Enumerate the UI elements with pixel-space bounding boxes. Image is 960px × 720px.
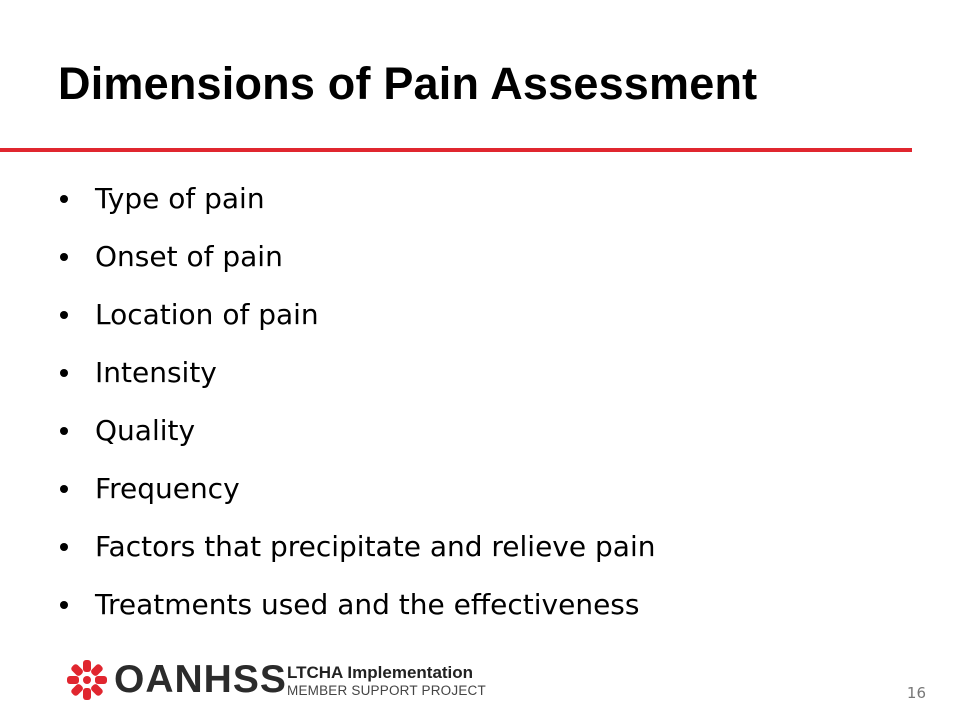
bullet-icon <box>60 543 68 551</box>
project-title: LTCHA Implementation <box>287 663 474 682</box>
bullet-icon <box>60 369 68 377</box>
org-name: OANHSS <box>114 658 287 701</box>
bullet-text: Onset of pain <box>95 240 283 273</box>
bullet-text: Factors that precipitate and relieve pain <box>95 530 656 563</box>
bullet-text: Frequency <box>95 472 240 505</box>
bullet-text: Treatments used and the effectiveness <box>95 588 640 621</box>
bullet-icon <box>60 601 68 609</box>
bullet-icon <box>60 485 68 493</box>
project-subtitle: MEMBER SUPPORT PROJECT <box>287 683 486 698</box>
bullet-text: Quality <box>95 414 196 447</box>
bullet-text: Type of pain <box>95 182 265 215</box>
page-number: 16 <box>906 684 926 702</box>
oanhss-logo-icon <box>66 659 108 701</box>
title-divider <box>0 148 912 152</box>
slide-title: Dimensions of Pain Assessment <box>58 58 758 109</box>
bullet-icon <box>60 311 68 319</box>
bullet-text: Location of pain <box>95 298 319 331</box>
bullet-icon <box>60 427 68 435</box>
bullet-icon <box>60 195 68 203</box>
bullet-icon <box>60 253 68 261</box>
bullet-text: Intensity <box>95 356 217 389</box>
